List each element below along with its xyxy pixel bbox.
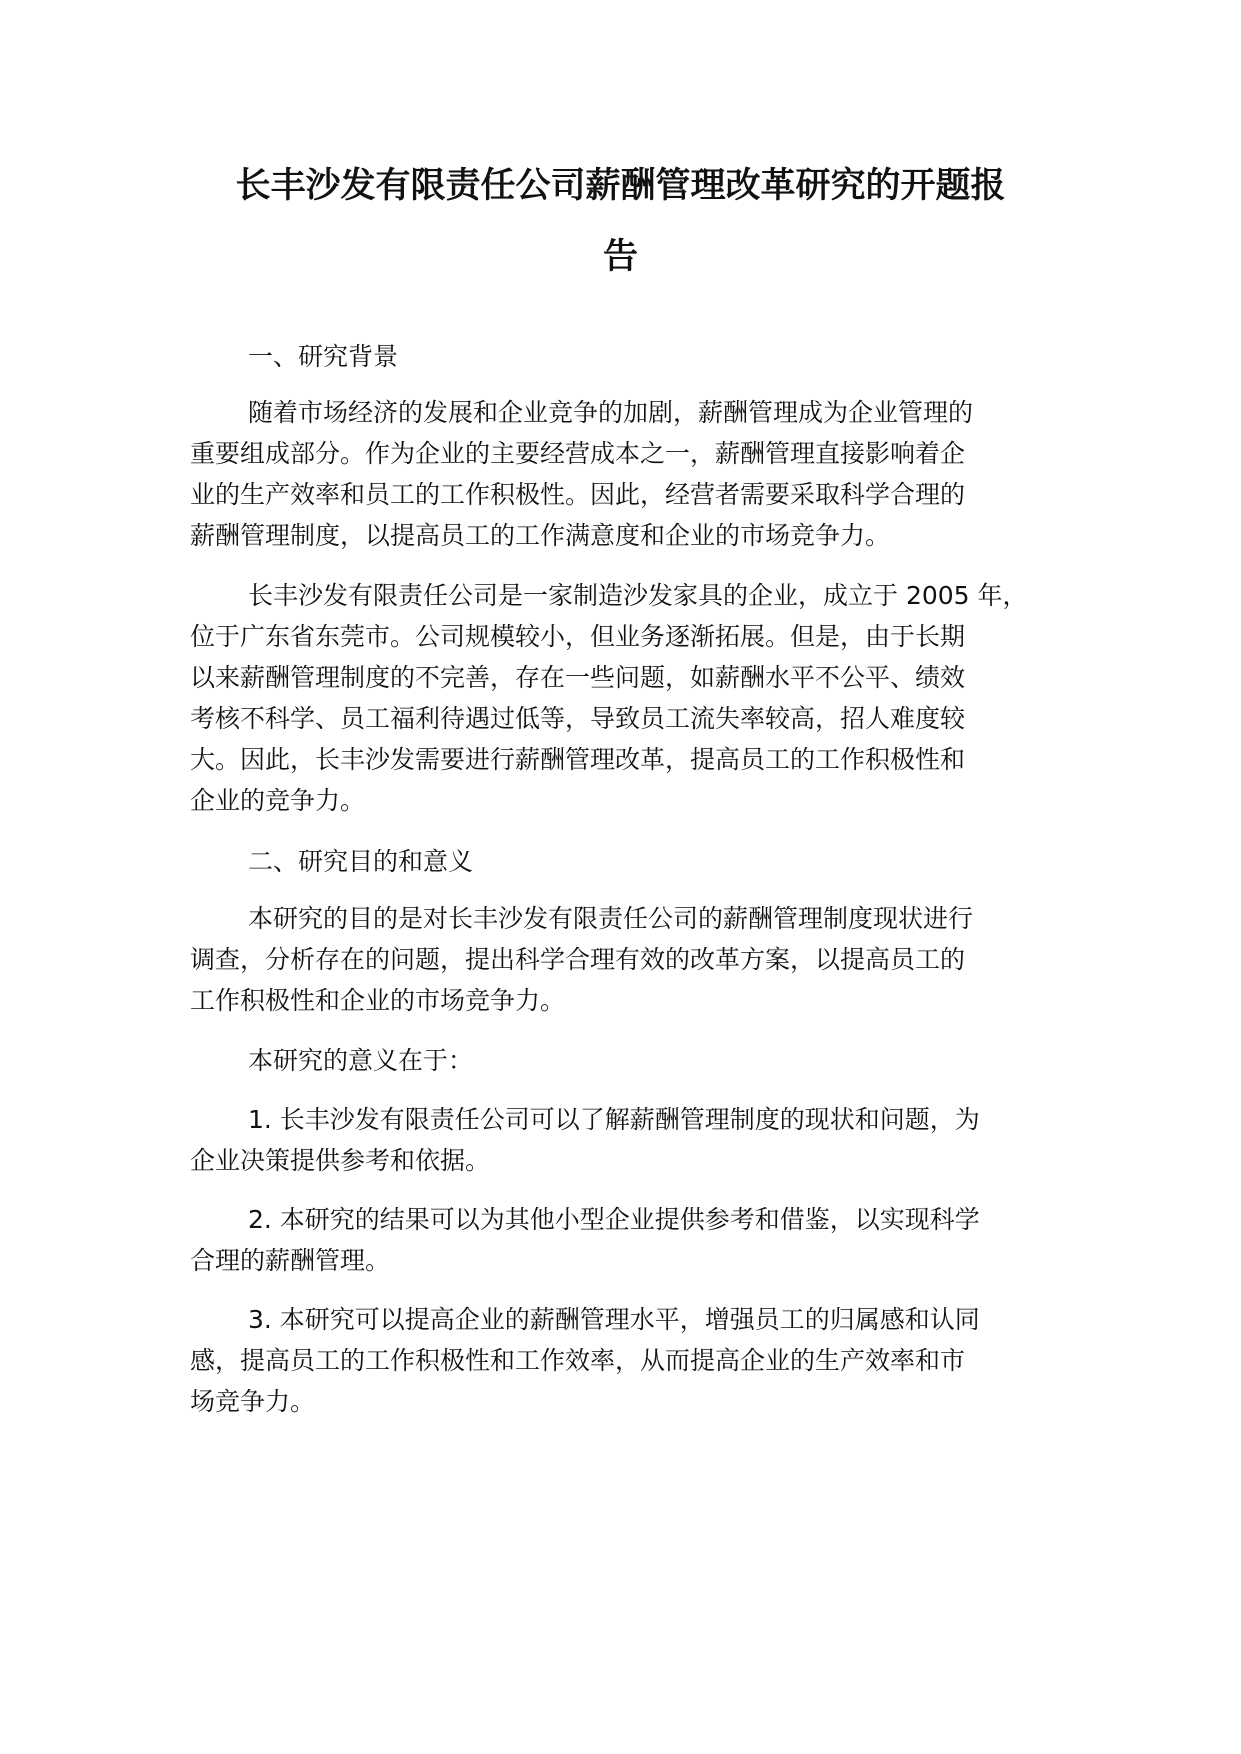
section-heading-purpose: 二、研究目的和意义 (248, 847, 474, 876)
list-item: 2. 本研究的结果可以为其他小型企业提供参考和借鉴，以实现科学 (248, 1205, 980, 1234)
document-title: 长丰沙发有限责任公司薪酬管理改革研究的开题报 (235, 166, 1006, 206)
paragraph-line: 本研究的目的是对长丰沙发有限责任公司的薪酬管理制度现状进行 (248, 904, 974, 933)
paragraph-line: 以来薪酬管理制度的不完善，存在一些问题，如薪酬水平不公平、绩效 (190, 663, 966, 692)
paragraph-line: 考核不科学、员工福利待遇过低等，导致员工流失率较高，招人难度较 (190, 704, 966, 733)
paragraph-line: 本研究的意义在于： (248, 1046, 474, 1075)
paragraph-line: 薪酬管理制度，以提高员工的工作满意度和企业的市场竞争力。 (190, 521, 891, 550)
paragraph-line: 随着市场经济的发展和企业竞争的加剧，薪酬管理成为企业管理的 (248, 398, 974, 427)
list-item: 3. 本研究可以提高企业的薪酬管理水平，增强员工的归属感和认同 (248, 1305, 980, 1334)
paragraph-line: 长丰沙发有限责任公司是一家制造沙发家具的企业，成立于 2005 年， (248, 581, 1028, 610)
list-item: 1. 长丰沙发有限责任公司可以了解薪酬管理制度的现状和问题，为 (248, 1105, 980, 1134)
paragraph-line: 调查，分析存在的问题，提出科学合理有效的改革方案，以提高员工的 (190, 945, 966, 974)
list-item-continued: 场竞争力。 (190, 1387, 316, 1416)
list-item-continued: 企业决策提供参考和依据。 (190, 1146, 491, 1175)
document-title-continued: 告 (602, 237, 638, 277)
paragraph-line: 位于广东省东莞市。公司规模较小，但业务逐渐拓展。但是，由于长期 (190, 622, 966, 651)
paragraph-line: 大。因此，长丰沙发需要进行薪酬管理改革，提高员工的工作积极性和 (190, 745, 966, 774)
paragraph-line: 企业的竞争力。 (190, 786, 366, 815)
list-item-continued: 感，提高员工的工作积极性和工作效率，从而提高企业的生产效率和市 (190, 1346, 966, 1375)
section-heading-background: 一、研究背景 (248, 342, 399, 371)
paragraph-line: 工作积极性和企业的市场竞争力。 (190, 986, 566, 1015)
paragraph-line: 业的生产效率和员工的工作积极性。因此，经营者需要采取科学合理的 (190, 480, 966, 509)
list-item-continued: 合理的薪酬管理。 (190, 1246, 391, 1275)
paragraph-line: 重要组成部分。作为企业的主要经营成本之一，薪酬管理直接影响着企 (190, 439, 966, 468)
